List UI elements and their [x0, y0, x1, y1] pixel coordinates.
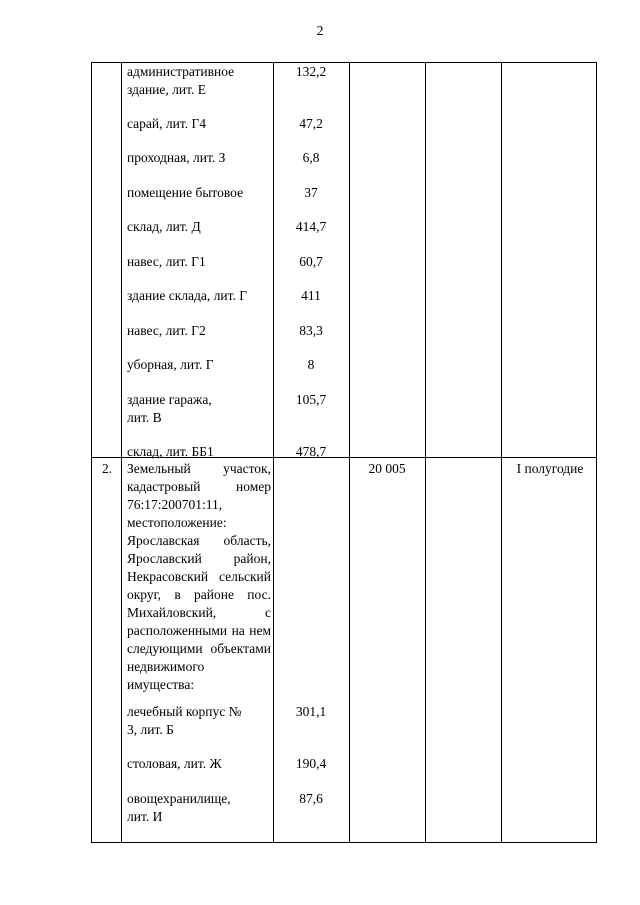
object-area: 47,2	[299, 116, 323, 131]
object-area: 478,7	[295, 444, 327, 459]
object-name: склад, лит. ББ1	[127, 444, 214, 459]
object-area: 190,4	[295, 756, 327, 771]
object-name: здание склада, лит. Г	[127, 288, 248, 303]
object-area: 37	[304, 185, 318, 200]
object-name: склад, лит. Д	[127, 219, 201, 234]
object-name: навес, лит. Г2	[127, 323, 206, 338]
column-divider	[121, 458, 122, 842]
object-area: 8	[307, 357, 315, 372]
object-area: 132,2	[295, 64, 327, 79]
page-number: 2	[316, 24, 324, 39]
column-divider	[425, 63, 426, 457]
object-name: навес, лит. Г1	[127, 254, 206, 269]
object-name: столовая, лит. Ж	[127, 756, 222, 771]
table-row	[91, 457, 597, 843]
object-name: сарай, лит. Г4	[127, 116, 207, 131]
object-area: 105,7	[295, 392, 327, 407]
object-name: овощехранилище, лит. И	[127, 791, 231, 824]
column-divider	[121, 63, 122, 457]
period: I полугодие	[516, 461, 584, 476]
land-plot-description: Земельный участок, кадастровый номер 76:17:200701:11, местоположение: Ярославская область, Ярославский район, Некрасовский сельский округ, в районе пос. Михайловский, с расположенными на нем следующими объектами недвижимого имущества:	[127, 461, 271, 692]
object-name: уборная, лит. Г	[127, 357, 214, 372]
object-area: 6,8	[302, 150, 320, 165]
object-area: 87,6	[299, 791, 323, 806]
object-name: помещение бытовое	[127, 185, 244, 200]
object-name: проходная, лит. З	[127, 150, 226, 165]
land-area: 20 005	[368, 461, 406, 476]
object-area: 60,7	[299, 254, 323, 269]
object-area: 83,3	[299, 323, 323, 338]
column-divider	[425, 458, 426, 842]
column-divider	[349, 63, 350, 457]
row-number: 2.	[101, 461, 113, 476]
object-name: административное здание, лит. Е	[127, 64, 235, 97]
object-area: 301,1	[295, 704, 327, 719]
object-name: здание гаража, лит. В	[127, 392, 212, 425]
object-area: 414,7	[295, 219, 327, 234]
column-divider	[501, 63, 502, 457]
column-divider	[349, 458, 350, 842]
column-divider	[501, 458, 502, 842]
column-divider	[273, 458, 274, 842]
object-name: лечебный корпус № 3, лит. Б	[127, 704, 242, 737]
object-area: 411	[301, 288, 321, 303]
table-row	[91, 62, 597, 458]
